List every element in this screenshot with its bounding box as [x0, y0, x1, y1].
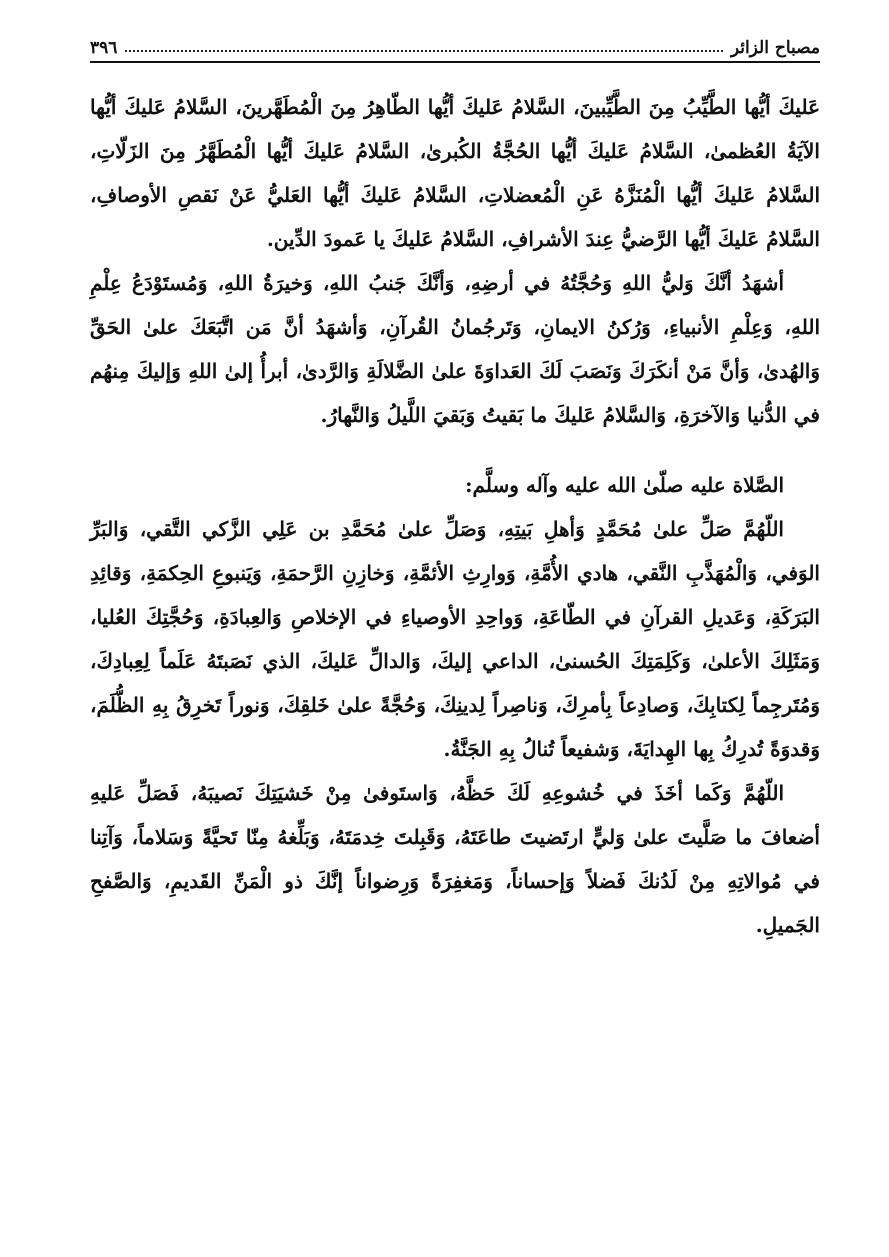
header-dot-leader	[125, 50, 722, 52]
paragraph-prayer: اللّهُمَّ صَلِّ علىٰ مُحَمَّدٍ وَأهلِ بَيتِهِ، وَصَلِّ علىٰ مُحَمَّدِ بن عَلِي الزَّكي التَّقي، وَالبَرِّ الوَفي، وَالْمُهَذَّبِ النَّقي، هادي الأُمَّةِ، وَوارِثِ الأئمَّةِ، وَخازِنِ الرَّحمَةِ، وَيَنبوعِ الحِكمَةِ، وَقائِدِ البَرَكَةِ، وَعَديلِ القرآنِ في الطّاعَةِ، وَواحِدِ الأوصياءِ في الإخلاصِ وَالعِبادَةِ، وَحُجَّتِكَ العُليا، وَمَثَلِكَ الأعلىٰ، وَكَلِمَتِكَ الحُسنىٰ، الداعي إليكَ، وَالدالِّ عَليكَ، الذي نَصَبتَهُ عَلَماً لِعِبادِكَ، وَمُتَرجِماً لِكتابِكَ، وَصادِعاً بِأمرِكَ، وَناصِراً لِدينِكَ، وَحُجَّةً علىٰ خَلقِكَ، وَنوراً تَخرِقُ بِهِ الظُّلَمَ، وَقدوَةً تُدرِكُ بِها الهِدايَةَ، وَشفيعاً تُنالُ بِهِ الجَنَّةُ.	[90, 517, 820, 761]
page-header	[90, 30, 820, 58]
header-rule	[90, 61, 820, 63]
paragraph-closing-prayer: اللّهُمَّ وَكَما أخَذَ في خُشوعِهِ لَكَ حَظَّهُ، وَاستَوفىٰ مِنْ خَشيَتِكَ نَصيبَهُ، فَصَلِّ عَليهِ أضعافَ ما صَلَّيتَ علىٰ وَليٍّ ارتَضيتَ طاعَتَهُ، وَقَبِلتَ خِدمَتَهُ، وَبَلِّغهُ مِنّا تَحيَّةً وَسَلاماً، وَآتِنا في مُوالاتِهِ مِنْ لَدُنكَ فَضلاً وَإحساناً، وَمَغفِرَةً وَرِضواناً إنَّكَ ذو الْمَنِّ القَديمِ، وَالصَّفحِ الجَميلِ.	[90, 781, 820, 937]
paragraph-testimony: أشهَدُ أنَّكَ وَليُّ اللهِ وَحُجَّتُهُ في أرضِهِ، وَأنَّكَ جَنبُ اللهِ، وَخيرَةُ اللهِ، وَمُستَوْدَعُ عِلْمِ اللهِ، وَعِلْمِ الأنبياءِ، وَرُكنُ الايمانِ، وَتَرجُمانُ القُرآنِ، وَأشهَدُ أنَّ مَن اتَّبَعَكَ علىٰ الحَقِّ وَالهُدىٰ، وَأنَّ مَنْ أنكَرَكَ وَنَصَبَ لَكَ العَداوَةَ علىٰ الضَّلالَةِ وَالرَّدىٰ، أبرأُ إلىٰ اللهِ وَإليكَ مِنهُم في الدُّنيا وَالآخرَةِ، وَالسَّلامُ عَليكَ ما بَقيتُ وَبَقيَ اللَّيلُ وَالنَّهارُ.	[90, 271, 820, 427]
running-title: مصباح الزائر	[730, 38, 820, 58]
section-heading: الصَّلاة عليه صلّىٰ الله عليه وآله وسلَّم:	[465, 473, 784, 497]
page-body	[90, 85, 820, 947]
page-number: ٣٩٦	[90, 38, 118, 58]
paragraph-salutations: عَليكَ أيُّها الطَّيِّبُ مِنَ الطَّيِّبينَ، السَّلامُ عَليكَ أيُّها الطّاهِرُ مِنَ الْمُطَهَّرينَ، السَّلامُ عَليكَ أيُّها الآيَةُ العُظمىٰ، السَّلامُ عَليكَ أيُّها الحُجَّةُ الكُبرىٰ، السَّلامُ عَليكَ أيُّها الْمُطَهَّرُ مِنَ الزَلّاتِ، السَّلامُ عَليكَ أيُّها الْمُنَزَّهُ عَنِ الْمُعضلاتِ، السَّلامُ عَليكَ أيُّها العَليُّ عَنْ نَقصِ الأوصافِ، السَّلامُ عَليكَ أيُّها الرَّضيُّ عِندَ الأشرافِ، السَّلامُ عَليكَ يا عَمودَ الدِّين.	[90, 95, 820, 251]
book-page	[90, 30, 820, 1230]
